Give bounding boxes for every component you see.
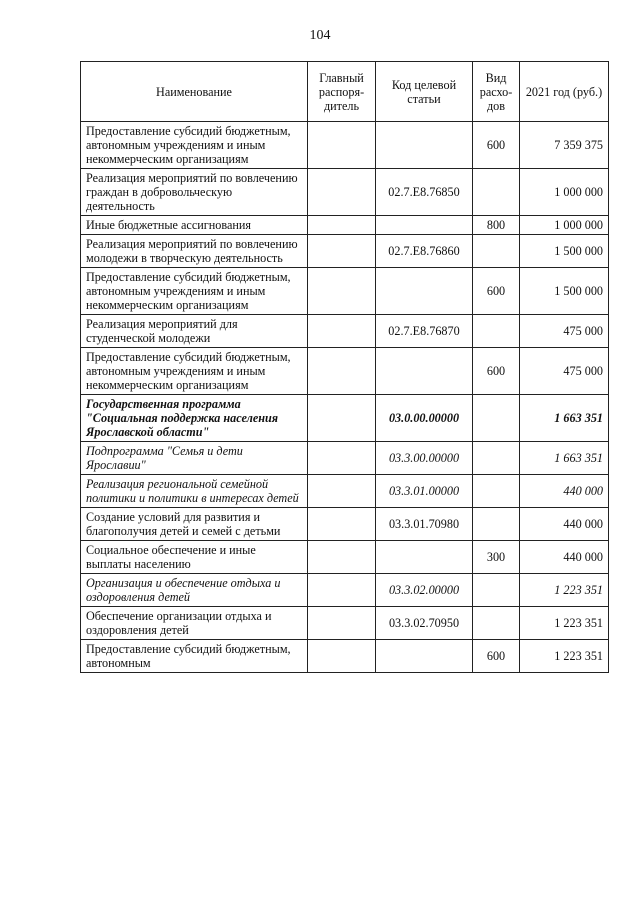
table-row bbox=[81, 395, 609, 442]
cell-type: 600 bbox=[473, 268, 520, 315]
table-row bbox=[81, 508, 609, 541]
cell-type: 600 bbox=[473, 640, 520, 673]
cell-code bbox=[376, 122, 473, 169]
cell-admin bbox=[308, 541, 376, 574]
cell-sum: 440 000 bbox=[520, 541, 609, 574]
cell-code bbox=[376, 541, 473, 574]
cell-code: 03.3.00.00000 bbox=[376, 442, 473, 475]
cell-type bbox=[473, 315, 520, 348]
table-row bbox=[81, 574, 609, 607]
cell-type bbox=[473, 235, 520, 268]
cell-admin bbox=[308, 216, 376, 235]
cell-admin bbox=[308, 508, 376, 541]
cell-code bbox=[376, 348, 473, 395]
page-number: 104 bbox=[309, 28, 331, 43]
cell-sum: 1 223 351 bbox=[520, 574, 609, 607]
cell-type bbox=[473, 395, 520, 442]
cell-name: Обеспечение организации отдыха и оздоровления детей bbox=[81, 607, 308, 640]
cell-code: 03.3.01.70980 bbox=[376, 508, 473, 541]
cell-admin bbox=[308, 315, 376, 348]
cell-type bbox=[473, 169, 520, 216]
cell-sum: 1 663 351 bbox=[520, 395, 609, 442]
cell-type: 800 bbox=[473, 216, 520, 235]
header-type: Вид расхо-дов bbox=[473, 62, 520, 122]
table-row bbox=[81, 122, 609, 169]
table-row bbox=[81, 315, 609, 348]
table-row bbox=[81, 216, 609, 235]
table-row bbox=[81, 169, 609, 216]
cell-code: 03.0.00.00000 bbox=[376, 395, 473, 442]
cell-admin bbox=[308, 235, 376, 268]
table-header-row bbox=[81, 62, 609, 122]
cell-sum: 1 223 351 bbox=[520, 607, 609, 640]
cell-type bbox=[473, 574, 520, 607]
cell-name: Подпрограмма "Семья и дети Ярославии" bbox=[81, 442, 308, 475]
cell-sum: 7 359 375 bbox=[520, 122, 609, 169]
cell-admin bbox=[308, 574, 376, 607]
cell-name: Реализация региональной семейной политики и политики в интересах детей bbox=[81, 475, 308, 508]
table-row bbox=[81, 607, 609, 640]
cell-name: Создание условий для развития и благополучия детей и семей с детьми bbox=[81, 508, 308, 541]
table-row bbox=[81, 475, 609, 508]
cell-sum: 1 663 351 bbox=[520, 442, 609, 475]
cell-name: Реализация мероприятий по вовлечению граждан в добровольческую деятельность bbox=[81, 169, 308, 216]
cell-code: 03.3.02.70950 bbox=[376, 607, 473, 640]
cell-type bbox=[473, 475, 520, 508]
cell-admin bbox=[308, 169, 376, 216]
cell-sum: 1 223 351 bbox=[520, 640, 609, 673]
cell-sum: 1 500 000 bbox=[520, 268, 609, 315]
table-row bbox=[81, 541, 609, 574]
header-admin: Главный распоря-дитель bbox=[308, 62, 376, 122]
cell-admin bbox=[308, 475, 376, 508]
table-row bbox=[81, 640, 609, 673]
cell-type bbox=[473, 508, 520, 541]
cell-name: Иные бюджетные ассигнования bbox=[81, 216, 308, 235]
cell-sum: 1 500 000 bbox=[520, 235, 609, 268]
header-name: Наименование bbox=[81, 62, 308, 122]
cell-code: 02.7.E8.76850 bbox=[376, 169, 473, 216]
cell-admin bbox=[308, 640, 376, 673]
table-row bbox=[81, 442, 609, 475]
cell-sum: 1 000 000 bbox=[520, 216, 609, 235]
cell-name: Реализация мероприятий по вовлечению молодежи в творческую деятельность bbox=[81, 235, 308, 268]
cell-name: Государственная программа "Социальная поддержка населения Ярославской области" bbox=[81, 395, 308, 442]
cell-sum: 1 000 000 bbox=[520, 169, 609, 216]
cell-admin bbox=[308, 607, 376, 640]
cell-sum: 475 000 bbox=[520, 348, 609, 395]
cell-admin bbox=[308, 442, 376, 475]
cell-admin bbox=[308, 268, 376, 315]
budget-table bbox=[80, 61, 609, 673]
cell-name: Социальное обеспечение и иные выплаты населению bbox=[81, 541, 308, 574]
cell-type: 600 bbox=[473, 122, 520, 169]
cell-name: Предоставление субсидий бюджетным, автономным учреждениям и иным некоммерческим организациям bbox=[81, 122, 308, 169]
table-row bbox=[81, 348, 609, 395]
cell-type bbox=[473, 442, 520, 475]
cell-code: 02.7.E8.76860 bbox=[376, 235, 473, 268]
cell-type bbox=[473, 607, 520, 640]
header-code: Код целевой статьи bbox=[376, 62, 473, 122]
cell-code: 03.3.01.00000 bbox=[376, 475, 473, 508]
cell-admin bbox=[308, 395, 376, 442]
cell-name: Реализация мероприятий для студенческой молодежи bbox=[81, 315, 308, 348]
cell-type: 300 bbox=[473, 541, 520, 574]
cell-code bbox=[376, 216, 473, 235]
cell-code bbox=[376, 268, 473, 315]
table-row bbox=[81, 268, 609, 315]
cell-sum: 440 000 bbox=[520, 508, 609, 541]
cell-admin bbox=[308, 348, 376, 395]
cell-name: Организация и обеспечение отдыха и оздоровления детей bbox=[81, 574, 308, 607]
cell-name: Предоставление субсидий бюджетным, автономным учреждениям и иным некоммерческим организациям bbox=[81, 348, 308, 395]
cell-name: Предоставление субсидий бюджетным, автономным bbox=[81, 640, 308, 673]
cell-code: 02.7.E8.76870 bbox=[376, 315, 473, 348]
table-row bbox=[81, 235, 609, 268]
cell-code: 03.3.02.00000 bbox=[376, 574, 473, 607]
cell-sum: 440 000 bbox=[520, 475, 609, 508]
table-body bbox=[81, 122, 609, 673]
cell-type: 600 bbox=[473, 348, 520, 395]
cell-code bbox=[376, 640, 473, 673]
cell-admin bbox=[308, 122, 376, 169]
cell-sum: 475 000 bbox=[520, 315, 609, 348]
cell-name: Предоставление субсидий бюджетным, автономным учреждениям и иным некоммерческим организациям bbox=[81, 268, 308, 315]
header-sum: 2021 год (руб.) bbox=[520, 62, 609, 122]
